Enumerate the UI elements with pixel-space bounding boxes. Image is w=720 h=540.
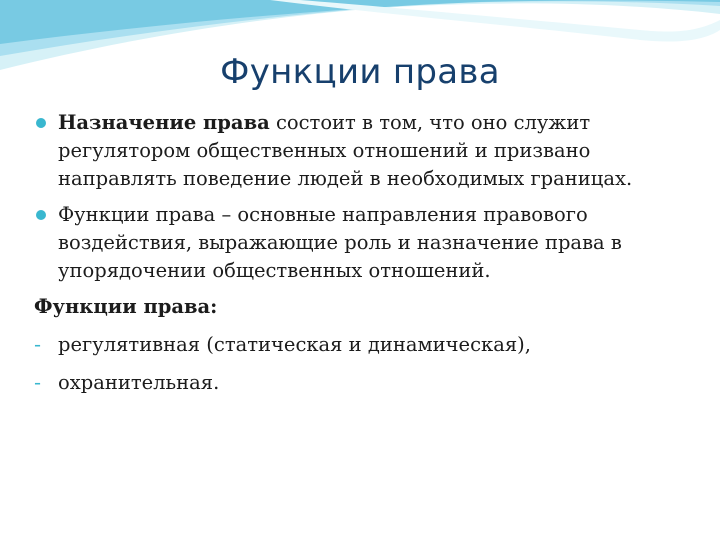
bullet-item-definition <box>34 201 694 285</box>
slide-content <box>34 109 694 407</box>
bullet-text: состоит в том, что оно служит регулятором общественных отношений и призвано направлять поведение людей в необходимых границах. <box>58 111 633 190</box>
dash-icon: - <box>34 333 42 356</box>
functions-list <box>34 293 694 397</box>
list-item <box>34 369 694 397</box>
bullet-item-purpose <box>34 109 694 193</box>
dash-icon: - <box>34 371 42 394</box>
list-item <box>34 331 694 359</box>
slide-title: Функции права <box>220 52 500 92</box>
bullet-bold-text: Назначение права <box>58 111 270 134</box>
functions-heading: Функции права: <box>34 295 218 318</box>
list-item-text: регулятивная (статическая и динамическая), <box>58 333 531 356</box>
bullet-dot-icon <box>36 210 46 220</box>
list-item-text: охранительная. <box>58 371 220 394</box>
bullet-text: Функции права – основные направления правового воздействия, выражающие роль и назначение права в упорядочении общественных отношений. <box>58 203 622 282</box>
bullet-dot-icon <box>36 118 46 128</box>
